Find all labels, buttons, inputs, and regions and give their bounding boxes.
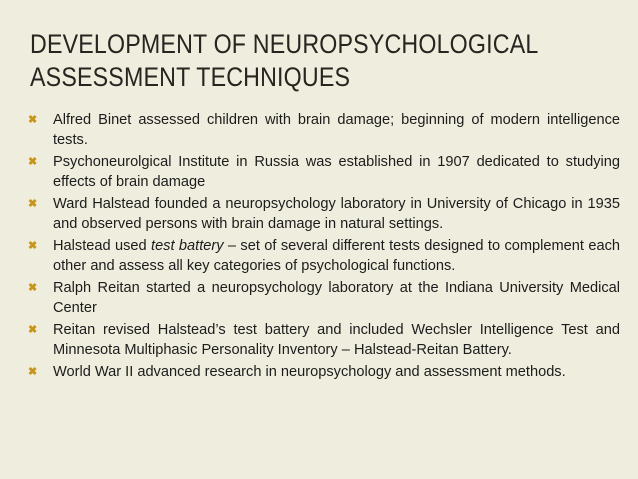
slide-title — [30, 28, 620, 94]
bullet-text-emphasis: test battery — [151, 238, 224, 254]
bullet-item — [28, 153, 620, 192]
bullet-item — [28, 279, 620, 318]
bullet-item — [28, 363, 620, 383]
bullet-text: Ward Halstead founded a neuropsychology laboratory in University of Chicago in 1935 and observed persons with brain damage in natural settings. — [53, 196, 620, 232]
x-bullet-icon: ✖ — [28, 324, 38, 336]
x-bullet-icon: ✖ — [28, 282, 38, 294]
x-bullet-icon: ✖ — [28, 114, 38, 126]
bullet-text-pre: Halstead used — [53, 238, 152, 254]
x-bullet-icon: ✖ — [28, 156, 38, 168]
bullet-item — [28, 321, 620, 360]
bullet-text: Psychoneurolgical Institute in Russia was established in 1907 dedicated to studying effects of brain damage — [53, 154, 620, 190]
bullet-list — [28, 111, 620, 386]
bullet-item — [28, 237, 620, 276]
bullet-text: Ralph Reitan started a neuropsychology laboratory at the Indiana University Medical Center — [53, 280, 620, 316]
bullet-text: Alfred Binet assessed children with brain damage; beginning of modern intelligence tests. — [53, 112, 620, 148]
bullet-text: Reitan revised Halstead’s test battery and included Wechsler Intelligence Test and Minnesota Multiphasic Personality Inventory – Halstead-Reitan Battery. — [53, 322, 620, 358]
bullet-item — [28, 195, 620, 234]
x-bullet-icon: ✖ — [28, 240, 38, 252]
bullet-item — [28, 111, 620, 150]
bullet-text-post: – set of several different tests designed to complement each other and assess all key categories of psychological functions. — [53, 238, 620, 274]
bullet-text: World War II advanced research in neuropsychology and assessment methods. — [53, 364, 566, 380]
slide-title-line-1: DEVELOPMENT OF NEUROPSYCHOLOGICAL — [30, 29, 539, 59]
x-bullet-icon: ✖ — [28, 198, 38, 210]
x-bullet-icon: ✖ — [28, 366, 38, 378]
slide-title-line-2: ASSESSMENT TECHNIQUES — [30, 62, 351, 92]
